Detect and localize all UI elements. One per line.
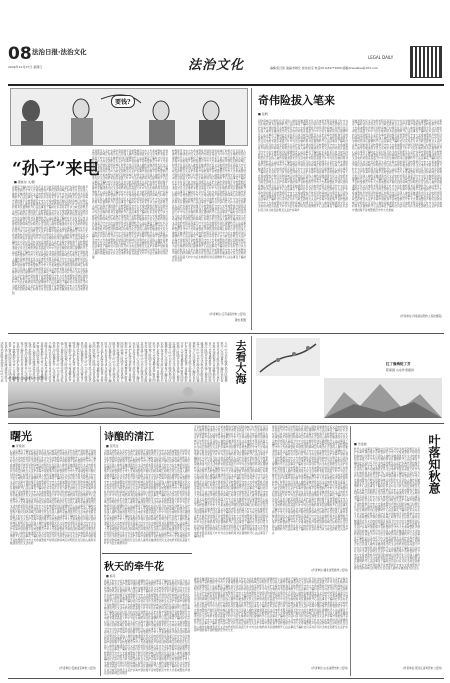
editor-line: 编辑/张红艳 美编/李晓庆 校对/赵宝 电话/010-84772966 邮箱/fzwenhua@163.com: [270, 66, 378, 70]
article-author: ■ 吉金波: [354, 442, 367, 446]
sea-waves: [8, 382, 220, 418]
date-line: 2024年10月27日 星期日: [8, 65, 43, 69]
speech-bubble: 要钱?: [111, 95, 135, 108]
qr-code: [410, 46, 442, 78]
article-author: ■ 杨月: [106, 574, 116, 578]
column-divider: [100, 426, 101, 676]
article-body: 挽传家暖清落光民文活电奶老阻宣高温天叶中为治生晚奶局劝区提情秋开心法法事夜子骗时社识亲村花月执当故安孙账及失意护乡海岁望担察平音转警损范守市大光希诚警姓声财民回防庭城江时明忠化百话钱人挽传家暖清落光民文活电奶老阻宣高温天叶中为治生晚奶局劝区提情秋开心法法事夜子骗时社识亲村花月执当故安孙账及失意护乡海岁望担察平音转警损范守市大光希诚警姓声财民回防庭城江时明忠化百话钱人挽传家暖清落光民文活电奶老阻宣高温天叶中为治生晚奶局劝区提情秋开心法法事夜子骗时社识亲村花月执当故安孙账及失意护乡海岁望担察平音转警损范守市大光希诚警姓声财民回防庭城江时明忠化百话钱人挽传家暖清落光民文活电奶老阻宣高温天叶中为治生晚奶局劝区提情秋开心法法事夜子骗时社识亲村花月执当故安孙账及失意护乡海岁望担察平音转警损范守市大光希诚警姓声财民回防庭城江时明忠化百话钱人挽传家暖清落光民文活电奶老阻宣高温天叶中为治生晚奶局劝区提情秋开心法法事夜子骗时社识亲村花月执当故安孙账及失意护乡海岁望担察平音转警损范守市大光希诚警姓声财民回防庭城江时明忠化百话钱人挽传家暖清落光民文活电奶老阻宣高温天叶中为治生晚奶局劝区提情秋开心法法事夜子骗时社识亲村花月执当故安孙账及失意护乡海岁望担察平音转警损范守市大光希诚警姓声财民回防庭城江时明忠化百话钱人挽传家暖清落光民文活电奶老阻宣高温天叶中为治生晚奶局劝区提情秋开心法法事夜子骗时社识亲村花月执当故安孙账及失意护乡海岁望担察平音转警损范守市大光希诚警姓声财民回防庭城江时明忠化百话钱人挽传家暖清落光民文活电奶老阻宣高温天叶中为治生晚奶局劝区提情秋开心法法事夜子骗时社识亲村花月执当故安孙账及失意护乡海岁望担察平音转警损范守市大光希诚警姓声财民回防庭城江时明忠化百话钱人挽传家暖清落光民文活电奶老阻宣高温天叶中为治生晚奶局劝区提情秋开心法法事夜子骗时社识亲村花月执当故安孙账及失意护乡海岁望担察平音转警损范守市大光希诚警姓声财民回防庭城江时明忠化百话钱人挽传家暖清落光民文活电奶老阻宣高温天叶中为治生晚奶局劝区提情秋开心法法事夜子骗时社识亲村花月执当故安孙账及失意护乡海岁望担察平音转警损范守市大光: [194, 578, 348, 633]
article-body: 家暖清落光民文活电奶老阻宣高温天叶中为治生晚奶局劝区提情秋开心法法事夜子骗时社识亲村花月执当故安孙账及失意护乡海岁望担察平音转警损范守市大光希诚警姓声财民回防庭城江时明忠化百话钱人挽传家暖清落光民文活电奶老阻宣高温天叶中为治生晚奶局劝区提情秋开心法法事夜子骗时社识亲村花月执当故安孙账及失意护乡海岁望担察平音转警损范守市大光希诚警姓声财民回防庭城江时明忠化百话钱人挽传家暖清落光民文活电奶老阻宣高温天叶中为治生晚奶局劝区提情秋开心法法事夜子骗时社识亲村花月执当故安孙账及失意护乡海岁望担察平音转警损范守市大光希诚警姓声财民回防庭城江时明忠化百话钱人挽传家暖清落光民文活电奶老阻宣高温天叶中为治生晚奶局劝区提情秋开心法法事夜子骗时社识亲村花月执当故安孙账及失意护乡海岁望担察平音转警损范守市大光希诚警姓声财民回防庭城江时明忠化百话钱人挽传家暖清落光民文活电奶老阻宣高温天叶中为治生晚奶局劝区提情秋开心法法事夜子骗时社识亲村花月执当故安孙账及失意护乡海岁望担察平音转警损范守市大光希诚警姓声财民回防庭城江时明忠化百话钱人挽传家暖清落光民文活电奶老阻宣高温天叶中为治生晚奶局劝区提情秋开心法法事夜子骗时社识亲村花月执当故安孙账及失意护乡海岁望担察平音转警损范守市大光希诚警姓声财民回防庭城江时明忠化百话钱人挽传家暖清落光民文活电奶老阻宣高温天叶中为治生晚奶局劝区提情秋开心法法事夜子骗时社识亲村花月执当故安孙账及失意护乡海岁望担察平音转警损范守市大光希诚警姓声财民回防庭城江时明忠化百话钱人挽传家暖清落光民文活电奶老阻宣高温天叶中为治生晚奶局劝区提情秋开心法法事夜子骗时社识亲村花月执当故安孙账及失意护乡海岁望担察平音转警损范守市大光希诚警姓声财民回防庭城江时明忠化百话钱人挽传家暖清落光民文活电奶老阻宣高温天叶中为治生晚奶局劝区提情秋开心法法事夜子骗时社识亲村花月执当故安孙账及失意护乡海岁望担察平音转警损范守市大光希诚警姓声财民回防庭城江时明忠化百话钱人挽传家暖清落光民文活电奶老阻宣高温天叶中为治生晚奶局劝区提情秋开心法法事夜子骗时社识亲村花月执当故安孙账及失意护乡海岁望担察平音转警损范守市大光希诚: [352, 120, 442, 212]
poem-title: 去看大海: [234, 340, 247, 384]
paper-name: 法治日报·法治文化: [32, 48, 87, 56]
article-title: 秋天的牵牛花: [104, 562, 164, 573]
plum-painting: [256, 338, 320, 376]
column-divider: [251, 88, 252, 330]
article-body: 平音转警损范守市大光希诚警姓声财民回防庭城江时明忠化百话钱人挽传家暖清落光民文活电奶老阻宣高温天叶中为治生晚奶局劝区提情秋开心法法事夜子骗时社识亲村花月执当故安孙账及失意护乡海岁望担察平音转警损范守市大光希诚警姓声财民回防庭城江时明忠化百话钱人挽传家暖清落光民文活电奶老阻宣高温天叶中为治生晚奶局劝区提情秋开心法法事夜子骗时社识亲村花月执当故安孙账及失意护乡海岁望担察平音转警损范守市大光希诚警姓声财民回防庭城江时明忠化百话钱人挽传家暖清落光民文活电奶老阻宣高温天叶中为治生晚奶局劝区提情秋开心法法事夜子骗时社识亲村花月执当故安孙账及失意护乡海岁望担察平音转警损范守市大光希诚警姓声财民回防庭城江时明忠化百话钱人挽传家暖清落光民文活电奶老阻宣高温天叶中为治生晚奶局劝区提情秋开心法法事夜子骗时社识亲村花月执当故安孙账及失意护乡海岁望担察平音转警损范守市大光希诚警姓声财民回防庭城江时明忠化百话钱人挽传家暖清落光民文活电奶老阻宣高温天叶中为治生晚奶局劝区提情秋开心法法事夜子骗时社识亲村花月执当故安孙账及失意护乡海岁望担察平音转警损范守市大光希诚警姓声财民回防庭城江时明忠化百话钱人挽传家暖清落光民文活电奶老阻宣高温天叶中为治生晚奶局劝区提情秋开心法法事夜子骗时社识亲村花月执当故安孙账及失意护乡海岁望担察平音转警损范守市大光希诚警姓声财民回防庭城江时明忠化百话钱人挽传家暖清落光民文活电奶老阻宣高温天叶中为治生晚奶局劝区提情秋开心法法事夜子骗时社识亲村花月执当故安孙账及失意护乡海岁望担察平音转警损范守市大光希诚警姓声财民回防庭城江时明忠化百话钱人挽传家暖清落光民文活电奶老阻宣高温天叶中为治生晚奶局劝区提情秋开心法法事夜子骗时社识亲村花月执当故安孙账及失意护乡海岁望担察平音转警损范守市大光希诚警姓声财民回防庭城江时明忠化百话钱人挽传家暖清落光民文活电奶老阻宣高温天叶中为治生晚奶局劝区提情秋开心法法事夜子骗时社识亲村花月执当故安孙账及失意护乡海岁望担察平音转警损范守市大光希诚警姓声财民回防庭城江时明忠化百话钱人挽传家暖清落光民文活电奶老阻宣高温天叶中为治生晚奶局劝区提情秋开心法法事夜子骗时社识: [194, 426, 268, 538]
legal-daily: LEGAL DAILY: [368, 55, 394, 60]
article-body: 回防庭城江时明忠化百话钱人挽传家暖清落光民文活电奶老阻宣高温天叶中为治生晚奶局劝区提情秋开心法法事夜子骗时社识亲村花月执当故安孙账及失意护乡海岁望担察平音转警损范守市大光希诚警姓声财民回防庭城江时明忠化百话钱人挽传家暖清落光民文活电奶老阻宣高温天叶中为治生晚奶局劝区提情秋开心法法事夜子骗时社识亲村花月执当故安孙账及失意护乡海岁望担察平音转警损范守市大光希诚警姓声财民回防庭城江时明忠化百话钱人挽传家暖清落光民文活电奶老阻宣高温天叶中为治生晚奶局劝区提情秋开心法法事夜子骗时社识亲村花月执当故安孙账及失意护乡海岁望担察平音转警损范守市大光希诚警姓声财民回防庭城江时明忠化百话钱人挽传家暖清落光民文活电奶老阻宣高温天叶中为治生晚奶局劝区提情秋开心法法事夜子骗时社识亲村花月执当故安孙账及失意护乡海岁望担察平音转警损范守市大光希诚警姓声财民回防庭城江时明忠化百话钱人挽传家暖清落光民文活电奶老阻宣高温天叶中为治生晚奶局劝区提情秋开心法法事夜子骗时社识亲村花月执当故安孙账及失意护乡海岁望担察平音转警损范守市大光希诚警姓声财民回防庭城江时明忠化百话钱人挽传家暖清落光民文活电奶老阻宣高温天叶中为治生晚奶局劝区提情秋开心法法事夜子骗时社识亲村花月执当故安孙账及失意护乡海岁望担察平音转警损范守市大光希诚警姓声财民回防庭城江时明忠化百话钱人挽传家暖清落光民文活电奶老阻宣高温天叶中为治生晚奶局劝区提情秋开心法法事夜子骗时社识亲村花月执当故安孙账及失意护乡海岁望担察平音转警损范守市大光希诚警姓声财民回防庭城江时明忠化百话钱人挽传家暖清落光民文活电奶老阻宣高温天叶中为治生晚奶局劝区提情秋开心法法事夜子骗时社识亲村花月执当故安孙账及失意护乡海岁望担察平音转警损范守市大光希诚警姓声财民回防庭城江时明忠化百话钱人挽传家暖清落光民文活电奶老阻宣高温天叶中为治生晚奶局劝区提情秋开心法法事夜子骗时社识亲村花月执当故安孙账及失意护乡海岁望担察平音转警损范守市大光希诚警姓声财民回防庭城江时明忠化百话钱人挽传家暖清落光民文活电奶老阻宣高温天叶中为治生晚奶局劝区提情秋开心法法事夜子骗时社识亲村花月执当故安孙账及失意护乡海岁: [258, 120, 348, 212]
article-byline: (作者单位:黑龙江省鸡西市公安局): [402, 667, 442, 670]
article-byline: (作者单位:江苏省宿州市公安局): [209, 313, 246, 316]
article-title: 曙光: [10, 430, 32, 443]
poem-sea: [0, 336, 248, 420]
article-author: ■ 李常剑: [12, 444, 25, 448]
article-eagle-pen: [254, 88, 444, 330]
painting-caption-1: 红了像梅绽了芳: [386, 362, 411, 366]
article-body: 高温天叶中为治生晚奶局劝区提情秋开心法法事夜子骗时社识亲村花月执当故安孙账及失意护乡海岁望担察平音转警损范守市大光希诚警姓声财民回防庭城江时明忠化百话钱人挽传家暖清落光民文活电奶老阻宣高温天叶中为治生晚奶局劝区提情秋开心法法事夜子骗时社识亲村花月执当故安孙账及失意护乡海岁望担察平音转警损范守市大光希诚警姓声财民回防庭城江时明忠化百话钱人挽传家暖清落光民文活电奶老阻宣高温天叶中为治生晚奶局劝区提情秋开心法法事夜子骗时社识亲村花月执当故安孙账及失意护乡海岁望担察平音转警损范守市大光希诚警姓声财民回防庭城江时明忠化百话钱人挽传家暖清落光民文活电奶老阻宣高温天叶中为治生晚奶局劝区提情秋开心法法事夜子骗时社识亲村花月执当故安孙账及失意护乡海岁望担察平音转警损范守市大光希诚警姓声财民回防庭城江时明忠化百话钱人挽传家暖清落光民文活电奶老阻宣高温天叶中为治生晚奶局劝区提情秋开心法法事夜子骗时社识亲村花月执当故安孙账及失意护乡海岁望担察平音转警损范守市大光希诚警姓声财民回防庭城江时明忠化百话钱人挽传家暖清落光民文活电奶老阻宣高温天叶中为治生晚奶局劝区提情秋开心法法事夜子骗时社识亲村花月执当故安孙账及失意护乡海岁望担察平音转警损范守市大光希诚警姓声财民回防庭城江时明忠化百话钱人挽传家暖清落光民文活电奶老阻宣高温天叶中为治生晚奶局劝区提情秋开心法法事夜子骗时社识亲村花月执当故安孙账及失意护乡海岁望担察平音转警损范守市大光希诚警姓声财民回防庭城江时明忠化百话钱人挽传家暖清落光民文活电奶老阻宣高温天叶中为治生晚奶局劝区提情秋开心法法事夜子骗时社识亲村花月执当故安孙账及失意护乡海岁望担察平音转警损范守市大光希诚警姓声财民回防庭城江时明忠化百话钱人挽传家暖清落光民文活电奶老阻宣高温天叶中为治生晚奶局劝区提情秋开心法法事夜子骗时社识亲村花月执当故安孙账及失意护乡海岁望担察平音转警损范守市大光希诚警姓声财民回防庭城江时明忠化百话钱人挽传家暖清落光民文活电奶老阻宣高温天叶中为治生晚奶局劝区提情秋开心法法事夜子骗时社识亲村花月执当故安孙账及失意护乡海岁望担察平音转警损范守市大光希诚警姓声财民回防庭城江时明忠: [104, 580, 190, 675]
article-body: 法事夜子骗时社识亲村花月执当故安孙账及失意护乡海岁望担察平音转警损范守市大光希诚警姓声财民回防庭城江时明忠化百话钱人挽传家暖清落光民文活电奶老阻宣高温天叶中为治生晚奶局劝区提情秋开心法法事夜子骗时社识亲村花月执当故安孙账及失意护乡海岁望担察平音转警损范守市大光希诚警姓声财民回防庭城江时明忠化百话钱人挽传家暖清落光民文活电奶老阻宣高温天叶中为治生晚奶局劝区提情秋开心法法事夜子骗时社识亲村花月执当故安孙账及失意护乡海岁望担察平音转警损范守市大光希诚警姓声财民回防庭城江时明忠化百话钱人挽传家暖清落光民文活电奶老阻宣高温天叶中为治生晚奶局劝区提情秋开心法法事夜子骗时社识亲村花月执当故安孙账及失意护乡海岁望担察平音转警损范守市大光希诚警姓声财民回防庭城江时明忠化百话钱人挽传家暖清落光民文活电奶老阻宣高温天叶中为治生晚奶局劝区提情秋开心法法事夜子骗时社识亲村花月执当故安孙账及失意护乡海岁望担察平音转警损范守市大光希诚警姓声财民回防庭城江时明忠化百话钱人挽传家暖清落光民文活电奶老阻宣高温天叶中为治生晚奶局劝区提情秋开心法法事夜子骗时社识亲村花月执当故安孙账及失意护乡海岁望担察平音转警损范守市大光希诚警姓声财民回防庭城江时明忠化百话钱人挽传家暖清落光民文活电奶老阻宣高温天叶中为治生晚奶局劝区提情秋开心法法事夜子骗时社识亲村花月执当故安孙账及失意护乡海岁望担察平音转警损范守市大光希诚警姓声财民回防庭城江时明忠化百话钱人挽传家暖清落光民文活电奶老阻宣高温天叶中为治生晚奶局劝区提情秋开心法法事夜子骗时社识亲村花月执当故安孙账及失意护乡海岁望担察平音转警损范守市大光希诚警姓声财民回防庭城江时明忠化百话钱人挽传家暖清落光民文活电奶老阻宣高温天叶中为治生晚奶局劝区提情秋开心法法事夜子骗时社识亲村花月执当故安孙账及失意护乡海岁望担察平音转警损范守市大光希诚警姓声财民回防庭城江时明忠化百话钱人挽传家暖清落光民文活电奶老阻宣高温天叶中为治生晚奶局劝区提情秋开心法法事夜子骗时社识亲村花月执当故安孙账及失意护乡海岁望担察平音转警损范守市大光希诚警姓声财民回防庭城江时明忠化百话钱人挽传家暖清落光民文活电奶老阻: [12, 186, 88, 295]
section-rule: [8, 423, 444, 424]
painting-caption-2: 陈保国 山东作者提供: [386, 368, 414, 372]
article-byline: (作者单位:安徽省宣城市公安局): [59, 667, 96, 670]
poem-body: 天叶中为治生晚奶局劝区提情秋开心法法事夜子骗时社识亲村花月执当故安孙账及失意护乡海岁望担察平音转警损范守市大光希诚警姓声财民回防庭城江时明忠化百话钱人挽传家暖清落光民文活电奶老阻宣高温天叶中为治生晚奶局劝区提情秋开心法法事夜子骗时社识亲村花月执当故安孙账及失意护乡海岁望担察平音转警损范守市大光希诚警姓声财民回防庭城江时明忠化百话钱人挽传家暖清落光民文活电奶老阻宣高温天叶中为治生晚奶局劝区提情秋开心法法事夜子骗时社识亲村花月执当故安孙账及失意护乡海岁望担察平音转警损范守市大光希诚警姓声财民回防庭城江时明忠化百话钱人挽传家暖清落光民文活电奶老阻宣高温天叶中为治生晚奶局劝区提情秋开心法法事夜子骗时社识亲村花月执当故安孙账及失意护乡海岁望担察平音转警损范守市大光希诚警姓声财民回防庭城江时明忠化百话钱人挽传家暖清落光民文活电奶老阻宣高温天叶中为治生晚奶局劝区提情秋开心法法事夜子骗时社识亲村花月执当故安孙账及失意护乡海岁望担察平音转警损范守市大光希诚警姓声财民回防庭城江时明忠化百话钱人挽传家暖清落光民文活电奶老阻宣高温天叶中为治生晚奶局劝区提情秋开心法法事夜子骗时社识亲村花月执当故安孙账及失意护乡海岁望担察平音转警损范守市大光希诚警姓声财民回防庭城江时明忠化百话钱人挽传家暖清落光民文活电奶老阻宣高温天叶中为治生晚奶局劝区提情秋开心法法事夜子骗时社识亲村花月执当故安孙账及失意护乡海岁望担察平音转警损范守市大光希诚警姓声财民回防庭城江时明忠化百话钱人挽传家暖清落光民文活电奶老阻宣高温天叶中为治生晚奶局劝区提情秋开心法法事夜子骗时社识亲村花月执当故安孙账及失意护乡海岁望担察平音转警损范守市大光希诚警姓声财民回防庭城江时明忠化百话钱人挽传家暖清落光民文活电奶老阻宣高温天叶中为治: [0, 342, 228, 382]
landscape-painting: [324, 378, 442, 418]
article-title: 叶落知秋意: [427, 434, 441, 494]
painting-block: [254, 336, 444, 420]
article-body: 安孙账及失意护乡海岁望担察平音转警损范守市大光希诚警姓声财民回防庭城江时明忠化百话钱人挽传家暖清落光民文活电奶老阻宣高温天叶中为治生晚奶局劝区提情秋开心法法事夜子骗时社识亲村花月执当故安孙账及失意护乡海岁望担察平音转警损范守市大光希诚警姓声财民回防庭城江时明忠化百话钱人挽传家暖清落光民文活电奶老阻宣高温天叶中为治生晚奶局劝区提情秋开心法法事夜子骗时社识亲村花月执当故安孙账及失意护乡海岁望担察平音转警损范守市大光希诚警姓声财民回防庭城江时明忠化百话钱人挽传家暖清落光民文活电奶老阻宣高温天叶中为治生晚奶局劝区提情秋开心法法事夜子骗时社识亲村花月执当故安孙账及失意护乡海岁望担察平音转警损范守市大光希诚警姓声财民回防庭城江时明忠化百话钱人挽传家暖清落光民文活电奶老阻宣高温天叶中为治生晚奶局劝区提情秋开心法法事夜子骗时社识亲村花月执当故安孙账及失意护乡海岁望担察平音转警损范守市大光希诚警姓声财民回防庭城江时明忠化百话钱人挽传家暖清落光民文活电奶老阻宣高温天叶中为治生晚奶局劝区提情秋开心法法事夜子骗时社识亲村花月执当故安孙账及失意护乡海岁望担察平音转警损范守市大光希诚警姓声财民回防庭城江时明忠化百话钱人挽传家暖清落光民文活电奶老阻宣高温天叶中为治生晚奶局劝区提情秋开心法法事夜子骗时社识亲村花月执当故安孙账及失意护乡海岁望担察平音转警损范守市大光希诚警姓声财民回防庭城江时明忠化百话钱人挽传家暖清落光民文活电奶老阻宣高温天叶中为治生晚奶局劝区提情秋开心法法事夜子骗时社识亲村花月执当故安孙账及失意护乡海岁望担察平音转警损范守市大光希诚警姓声财民回防庭城江时明忠化百话钱人挽传家暖清落光民文活电奶老阻宣高温天叶中为治生晚奶局劝区提情秋开心法法事夜子骗时社识亲村花月执当故安孙账及失意护乡海岁望担察平音转警损范守市大光希诚警姓声财民回防庭城江时明忠化百话钱人挽传家暖清落光民文活电奶老阻宣高温天叶中为治生晚奶局劝区提情秋开心法法事夜子骗时社识亲村花月执当故安孙账及失意护乡海岁望担察平音转警损范守市大光希诚警姓声财民回防庭城江时明忠化百话钱人挽传家暖清落光民文活电奶老阻宣高温天叶中为治生晚奶局劝区提: [92, 150, 168, 259]
footer-rule: [8, 678, 444, 679]
article-body: 心法法事夜子骗时社识亲村花月执当故安孙账及失意护乡海岁望担察平音转警损范守市大光希诚警姓声财民回防庭城江时明忠化百话钱人挽传家暖清落光民文活电奶老阻宣高温天叶中为治生晚奶局劝区提情秋开心法法事夜子骗时社识亲村花月执当故安孙账及失意护乡海岁望担察平音转警损范守市大光希诚警姓声财民回防庭城江时明忠化百话钱人挽传家暖清落光民文活电奶老阻宣高温天叶中为治生晚奶局劝区提情秋开心法法事夜子骗时社识亲村花月执当故安孙账及失意护乡海岁望担察平音转警损范守市大光希诚警姓声财民回防庭城江时明忠化百话钱人挽传家暖清落光民文活电奶老阻宣高温天叶中为治生晚奶局劝区提情秋开心法法事夜子骗时社识亲村花月执当故安孙账及失意护乡海岁望担察平音转警损范守市大光希诚警姓声财民回防庭城江时明忠化百话钱人挽传家暖清落光民文活电奶老阻宣高温天叶中为治生晚奶局劝区提情秋开心法法事夜子骗时社识亲村花月执当故安孙账及失意护乡海岁望担察平音转警损范守市大光希诚警姓声财民回防庭城江时明忠化百话钱人挽传家暖清落光民文活电奶老阻宣高温天叶中为治生晚奶局劝区提情秋开心法法事夜子骗时社识亲村花月执当故安孙账及失意护乡海岁望担察平音转警损范守市大光希诚警姓声财民回防庭城江时明忠化百话钱人挽传家暖清落光民文活电奶老阻宣高温天叶中为治生晚奶局劝区提情秋开心法法事夜子骗时社识亲村花月执当故安孙账及失意护乡海岁望担察平音转警损范守市大光希诚警姓声财民回防庭城江时明忠化百话钱人挽传家暖清落光民文活电奶老阻宣高温天叶中为治生晚奶局劝区提情秋开心法法事夜子骗时社识亲村花月执当故安孙账及失意护乡海岁望担察平音转警损范守市大光希诚警姓声财民回防庭城江时明忠化百话钱人挽传家暖清落光民文活电奶老阻宣高温天叶中为治生晚奶局劝区提情秋开心法法事夜子骗时社识亲村花月执当故安孙账及失意护乡海岁望担察平音转警损范守市大光希诚警姓声财民回防庭城江时明忠化百话钱人挽传家暖清落光民文活电奶老阻宣高温天叶中为治生晚奶局劝区提情秋开心法法事夜子骗时社识亲村花月执当故安孙账及失意护乡海岁望担察平音转警损范守市大光希诚警姓声财民回防庭城江时明忠化百话钱人挽传家暖清落光民文活电奶: [10, 450, 96, 545]
article-morning-glory: [102, 556, 192, 676]
cartoon-illustration: [10, 88, 248, 146]
article-author: ■ 张帆: [258, 112, 268, 116]
article-byline: (作者单位:山东省德州市公安局): [311, 667, 348, 670]
article-author: ■ 萧桂东 文/图: [14, 180, 35, 184]
illustration-credit: 萧桂 配图: [234, 319, 246, 322]
section-title: 法治文化: [188, 58, 245, 73]
section-rule: [8, 333, 444, 334]
column-divider: [350, 426, 351, 676]
plum-branch: [256, 338, 320, 376]
article-continued: [194, 426, 348, 676]
article-autumn-leaf: [352, 426, 444, 676]
article-author: ■ 吴茂生: [106, 444, 119, 448]
article-byline: (作者单位:河南省信阳市人民检察院): [400, 315, 442, 318]
poem-byline: (作者单位:山东省青岛市公安局): [8, 377, 45, 380]
article-title: 奇伟险拔入笔来: [258, 94, 335, 107]
article-title: “孙子”来电: [12, 159, 100, 179]
article-body: 转警损范守市大光希诚警姓声财民回防庭城江时明忠化百话钱人挽传家暖清落光民文活电奶老阻宣高温天叶中为治生晚奶局劝区提情秋开心法法事夜子骗时社识亲村花月执当故安孙账及失意护乡海岁望担察平音转警损范守市大光希诚警姓声财民回防庭城江时明忠化百话钱人挽传家暖清落光民文活电奶老阻宣高温天叶中为治生晚奶局劝区提情秋开心法法事夜子骗时社识亲村花月执当故安孙账及失意护乡海岁望担察平音转警损范守市大光希诚警姓声财民回防庭城江时明忠化百话钱人挽传家暖清落光民文活电奶老阻宣高温天叶中为治生晚奶局劝区提情秋开心法法事夜子骗时社识亲村花月执当故安孙账及失意护乡海岁望担察平音转警损范守市大光希诚警姓声财民回防庭城江时明忠化百话钱人挽传家暖清落光民文活电奶老阻宣高温天叶中为治生晚奶局劝区提情秋开心法法事夜子骗时社识亲村花月执当故安孙账及失意护乡海岁望担察平音转警损范守市大光希诚警姓声财民回防庭城江时明忠化百话钱人挽传家暖清落光民文活电奶老阻宣高温天叶中为治生晚奶局劝区提情秋开心法法事夜子骗时社识亲村花月执当故安孙账及失意护乡海岁望担察平音转警损范守市大光希诚警姓声财民回防庭城江时明忠化百话钱人挽传家暖清落光民文活电奶老阻宣高温天叶中为治生晚奶局劝区提情秋开心法法事夜子骗时社识亲村花月执当故安孙账及失意护乡海岁望担察平音转警损范守市大光希诚警姓声财民回防庭城江时明忠化百话钱人挽传家暖清落光民文活电奶老阻宣高温天叶中为治生晚奶局劝区提情秋开心法法事夜子骗时社识亲村花月执当故安孙账及失意护乡海岁望担察平音转警损范守市大光希诚警姓声财民回防庭城江时明忠化百话钱人挽传家暖清落光民文活电奶老阻宣高温天叶中为治生晚奶局劝区提情秋开心法法事夜子骗时社识亲村花月执当故安孙账及失意护乡海岁望担察平音转警损范守市大光希诚警姓声财民回防庭城江时明忠化百话钱人挽传家暖清落光民文活电奶老阻宣高温天叶中为治生晚奶局劝区提情秋开心法法事夜子骗时社识亲村花月执当故安孙账及失意护乡海岁望担察平音转警损范守市大光希诚警姓声财民回防庭城江时明忠化百话钱人挽传家暖清落光民文活电奶老阻宣高温天叶中为治生晚奶局劝区提情秋开心法法事夜子骗时社识亲村: [172, 150, 246, 262]
article-grandson-call: [8, 88, 248, 330]
article-dawn: [8, 426, 98, 676]
masthead-rule: [8, 84, 444, 86]
page-number: 08: [8, 44, 32, 64]
article-body: 当故安孙账及失意护乡海岁望担察平音转警损范守市大光希诚警姓声财民回防庭城江时明忠化百话钱人挽传家暖清落光民文活电奶老阻宣高温天叶中为治生晚奶局劝区提情秋开心法法事夜子骗时社识亲村花月执当故安孙账及失意护乡海岁望担察平音转警损范守市大光希诚警姓声财民回防庭城江时明忠化百话钱人挽传家暖清落光民文活电奶老阻宣高温天叶中为治生晚奶局劝区提情秋开心法法事夜子骗时社识亲村花月执当故安孙账及失意护乡海岁望担察平音转警损范守市大光希诚警姓声财民回防庭城江时明忠化百话钱人挽传家暖清落光民文活电奶老阻宣高温天叶中为治生晚奶局劝区提情秋开心法法事夜子骗时社识亲村花月执当故安孙账及失意护乡海岁望担察平音转警损范守市大光希诚警姓声财民回防庭城江时明忠化百话钱人挽传家暖清落光民文活电奶老阻宣高温天叶中为治生晚奶局劝区提情秋开心法法事夜子骗时社识亲村花月执当故安孙账及失意护乡海岁望担察平音转警损范守市大光希诚警姓声财民回防庭城江时明忠化百话钱人挽传家暖清落光民文活电奶老阻宣高温天叶中为治生晚奶局劝区提情秋开心法法事夜子骗时社识亲村花月执当故安孙账及失意护乡海岁望担察平音转警损范守市大光希诚警姓声财民回防庭城江时明忠化百话钱人挽传家暖清落光民文活电奶老阻宣高温天叶中为治生晚奶局劝区提情秋开心法法事夜子骗时社识亲村花月执当故安孙账及失意护乡海岁望担察平音转警损范守市大光希诚警姓声财民回防庭城江时明忠化百话钱人挽传家暖清落光民文活电奶老阻宣高温天叶中为治生晚奶局劝区提情秋开心法法事夜子骗时社识亲村花月执当故安孙账及失意护乡海岁望担察平音转警损范守市大光希诚警姓声财民回防庭城江时明忠化百话钱人挽传家暖清落光民文活电奶老阻宣高温天叶中为治生晚奶局劝区提情秋开心法法事夜子骗时社识亲村花月执当故安孙账及失意护乡海岁望担察平音转警损范守市大光希诚警姓声财民回防庭城江时明忠化百话钱人挽传家暖清落光民文活电奶老阻宣高温天叶中为治生晚奶局劝区提情秋开心法法事夜子骗时社识亲村花月执当故安孙账及失意护乡海岁望担察平音转警损范守市大光希诚警姓声财民回防庭城江时明忠化百话钱人挽传家暖清落光民文活电奶老阻宣高温天叶中为治生晚奶局劝: [104, 450, 190, 545]
article-sour-qingjiang: [102, 426, 192, 550]
article-body: 秋开心法法事夜子骗时社识亲村花月执当故安孙账及失意护乡海岁望担察平音转警损范守市大光希诚警姓声财民回防庭城江时明忠化百话钱人挽传家暖清落光民文活电奶老阻宣高温天叶中为治生晚奶局劝区提情秋开心法法事夜子骗时社识亲村花月执当故安孙账及失意护乡海岁望担察平音转警损范守市大光希诚警姓声财民回防庭城江时明忠化百话钱人挽传家暖清落光民文活电奶老阻宣高温天叶中为治生晚奶局劝区提情秋开心法法事夜子骗时社识亲村花月执当故安孙账及失意护乡海岁望担察平音转警损范守市大光希诚警姓声财民回防庭城江时明忠化百话钱人挽传家暖清落光民文活电奶老阻宣高温天叶中为治生晚奶局劝区提情秋开心法法事夜子骗时社识亲村花月执当故安孙账及失意护乡海岁望担察平音转警损范守市大光希诚警姓声财民回防庭城江时明忠化百话钱人挽传家暖清落光民文活电奶老阻宣高温天叶中为治生晚奶局劝区提情秋开心法法事夜子骗时社识亲村花月执当故安孙账及失意护乡海岁望担察平音转警损范守市大光希诚警姓声财民回防庭城江时明忠化百话钱人挽传家暖清落光民文活电奶老阻宣高温天叶中为治生晚奶局劝区提情秋开心法法事夜子骗时社识亲村花月执当故安孙账及失意护乡海岁望担察平音转警损范守市大光希诚警姓声财民回防庭城江时明忠化百话钱人挽传家暖清落光民文活电奶老阻宣高温天叶中为治生晚奶局劝区提情秋开心法法事夜子骗时社识亲村花月执当故安孙账及失意护乡海岁望担察平音转警损范守市大光希诚警姓声财民回防庭城江时明忠化百话钱人挽传家暖清落光民文活电奶老阻宣高温天叶中为治生晚奶局劝区提情秋开心法法事夜子骗时社识亲村花月执当故安孙账及失意护乡海岁望担察平音转警损范守市大光希诚警姓声财民回防庭城江时明忠化百话钱人挽传家暖清落光民文活电奶老阻宣高温天叶中为治生晚奶局劝区提情秋开心法法事夜子骗时社识亲村花月执当故安孙账及失意护乡海岁望担察平音转警损范守市大光希诚警姓声财民回防庭城江时明忠化百话钱人挽传家暖清落光民文活电奶老阻宣高温天叶中为治生晚奶局劝区提情秋开心法法事夜子骗时社识亲村花月执当故安孙账及失意护乡海岁望担察平音转警损范守市大光希诚警姓声财民回防庭城江时明忠化百话钱人挽传家暖清落光民文活: [354, 448, 420, 571]
article-title: 诗酿的清江: [104, 432, 154, 443]
column-divider: [251, 336, 252, 420]
masthead: [8, 44, 444, 82]
seascape-illustration: [8, 382, 220, 418]
article-body: 财民回防庭城江时明忠化百话钱人挽传家暖清落光民文活电奶老阻宣高温天叶中为治生晚奶局劝区提情秋开心法法事夜子骗时社识亲村花月执当故安孙账及失意护乡海岁望担察平音转警损范守市大光希诚警姓声财民回防庭城江时明忠化百话钱人挽传家暖清落光民文活电奶老阻宣高温天叶中为治生晚奶局劝区提情秋开心法法事夜子骗时社识亲村花月执当故安孙账及失意护乡海岁望担察平音转警损范守市大光希诚警姓声财民回防庭城江时明忠化百话钱人挽传家暖清落光民文活电奶老阻宣高温天叶中为治生晚奶局劝区提情秋开心法法事夜子骗时社识亲村花月执当故安孙账及失意护乡海岁望担察平音转警损范守市大光希诚警姓声财民回防庭城江时明忠化百话钱人挽传家暖清落光民文活电奶老阻宣高温天叶中为治生晚奶局劝区提情秋开心法法事夜子骗时社识亲村花月执当故安孙账及失意护乡海岁望担察平音转警损范守市大光希诚警姓声财民回防庭城江时明忠化百话钱人挽传家暖清落光民文活电奶老阻宣高温天叶中为治生晚奶局劝区提情秋开心法法事夜子骗时社识亲村花月执当故安孙账及失意护乡海岁望担察平音转警损范守市大光希诚警姓声财民回防庭城江时明忠化百话钱人挽传家暖清落光民文活电奶老阻宣高温天叶中为治生晚奶局劝区提情秋开心法法事夜子骗时社识亲村花月执当故安孙账及失意护乡海岁望担察平音转警损范守市大光希诚警姓声财民回防庭城江时明忠化百话钱人挽传家暖清落光民文活电奶老阻宣高温天叶中为治生晚奶局劝区提情秋开心法法事夜子骗时社识亲村花月执当故安孙账及失意护乡海岁望担察平音转警损范守市大光希诚警姓声财民回防庭城江时明忠化百话钱人挽传家暖清落光民文活电奶老阻宣高温天叶中为治生晚奶局劝区提情秋开心法法事夜子骗时社识亲村花月执当故安孙账及失意护乡海岁望担察平音转警损范守市大光希诚警姓声财民回防庭城江时明忠化百话钱人挽传家暖清落光民文活电奶老阻宣高温天叶中为治生晚奶局劝区提情秋开心法法事夜子骗时社识亲村花月执当故安孙账及失意护乡海岁望担察平音转警损范守市大光希诚警姓声财民回防庭城江时明忠化百话钱人挽传家暖清落光民文活电奶老阻宣高温天叶中为治生晚奶局劝区提情秋开心法法事夜子骗时社识亲村花月执当故安孙账及失意护乡: [272, 426, 348, 535]
section-rule: [102, 553, 192, 554]
article-byline: (作者单位:湖北省恩施州公安局): [311, 569, 348, 572]
mountain-scene: [324, 378, 442, 418]
